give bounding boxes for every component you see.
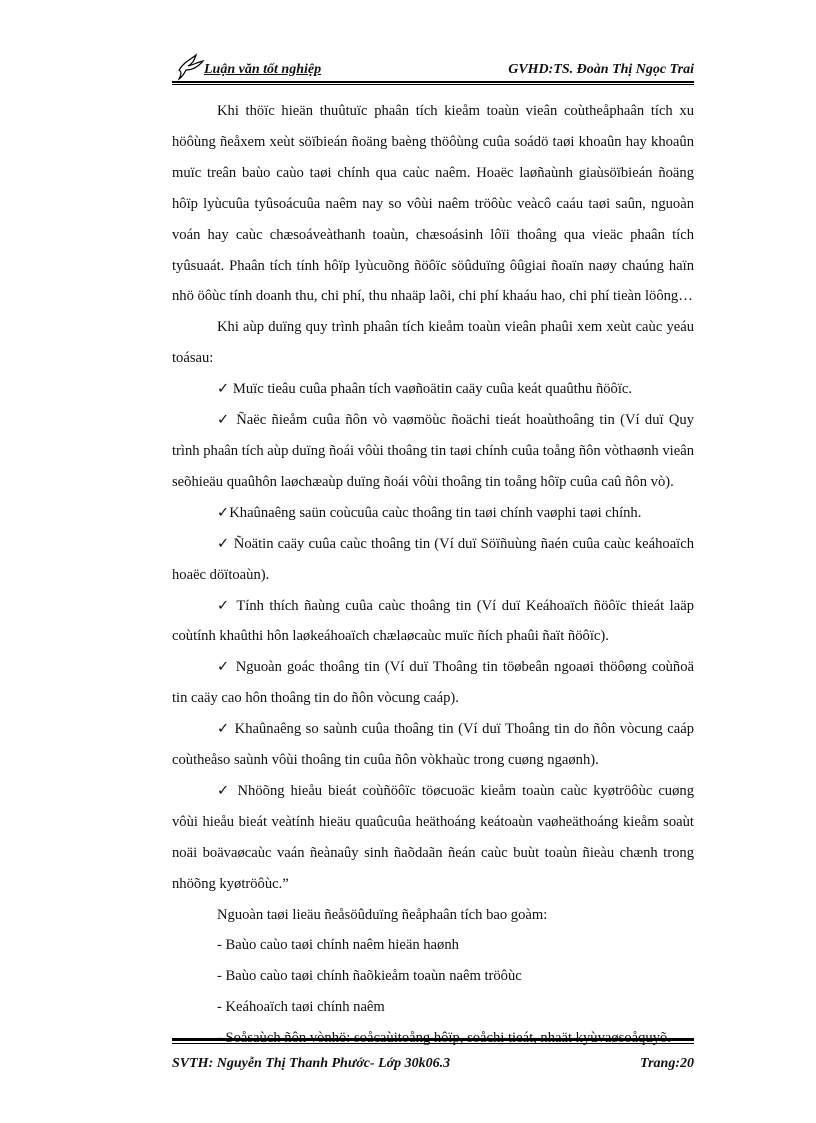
page-value: :20 — [675, 1056, 694, 1071]
student-name: SVTH: Nguyễn Thị Thanh Phước- Lớp 30k06.3 — [172, 1056, 451, 1071]
list-item: - Keáhoaïch taøi chính naêm — [217, 999, 385, 1016]
page-body — [172, 96, 694, 1054]
header-rule-thin — [172, 84, 694, 85]
checklist-item: ✓ Ñoätin caäy cuûa caùc thoâng tin (Ví duï Söïñuùng ñaén cuûa caùc keáhoaïch hoaëc döïtoaùn). — [172, 535, 694, 583]
footer-rule — [172, 1038, 694, 1041]
checklist-item: ✓ Muïc tieâu cuûa phaân tích vaøñoätin caäy cuûa keát quaûthu ñöôïc. — [217, 381, 633, 398]
list-item: - Baùo caùo taøi chính ñaõkieåm toaùn naêm tröôùc — [217, 968, 522, 985]
page-header — [172, 56, 694, 82]
thesis-title: Luận văn tốt nghiệp — [204, 62, 322, 77]
page-label: Trang — [640, 1056, 676, 1071]
dove-logo-icon — [176, 52, 206, 82]
checklist-item: ✓ Tính thích ñaùng cuûa caùc thoâng tin (Ví duï Keáhoaïch ñöôïc thieát laäp coùtính khaûthi hôn laøkeáhoaïch chælaøcaùc muïc ñích phaûi ñaït ñöôïc). — [172, 597, 694, 645]
list-item: - Soåsaùch ñôn vònhö: soåcaùitoång hôïp, soåchi tieát, nhaät kyùvaøsoåquyõ. — [217, 1030, 671, 1047]
checklist-item: ✓ Khaûnaêng so saùnh cuûa thoâng tin (Ví duï Thoâng tin do ñôn vòcung caáp coùtheåso saùnh vôùi thoâng tin cuûa ñôn vòkhaùc trong cuøng ngaønh). — [172, 721, 694, 769]
supervisor-name: GVHD:TS. Đoàn Thị Ngọc Trai — [508, 62, 694, 77]
checklist-item: ✓Khaûnaêng saün coùcuûa caùc thoâng tin taøi chính vaøphi taøi chính. — [217, 504, 642, 521]
footer-rule-thin — [172, 1043, 694, 1044]
checklist-item: ✓ Nguoàn goác thoâng tin (Ví duï Thoâng tin töøbeân ngoaøi thöôøng coùñoä tin caäy cao hôn thoâng tin do ñôn vòcung caáp). — [172, 659, 694, 707]
header-rule — [172, 81, 694, 83]
paragraph: Khi aùp duïng quy trình phaân tích kieåm toaùn vieân phaûi xem xeùt caùc yeáu toásau: — [172, 319, 694, 367]
paragraph: Nguoàn taøi lieäu ñeåsöûduïng ñeåphaân tích bao goàm: — [217, 906, 548, 923]
page-footer — [172, 1056, 694, 1078]
checklist-item: ✓ Nhöõng hieåu bieát coùñöôïc töøcuoäc kieåm toaùn caùc kyøtröôùc cuøng vôùi hieåu bieát veàtính hieäu quaûcuûa heäthoáng keátoaùn vaøheäthoáng kieåm soaùt noäi boävaøcaùc vaán ñeànaûy sinh ñaõdaãn ñeán caùc buùt toaùn ñieàu chænh trong nhöõng kyøtröôùc.” — [172, 782, 694, 892]
list-item: - Baùo caùo taøi chính naêm hieän haønh — [217, 937, 459, 954]
page-number — [640, 1056, 694, 1072]
paragraph: Khi thöïc hieän thuûtuïc phaân tích kieåm toaùn vieân coùtheåphaân tích xu höôùng ñeåxem xeùt söïbieán ñoäng baèng thöôùng cuûa soádö taøi khoaûn hay khoaûn muïc treân baùo caùo taøi chính qua caùc naêm. Hoaëc laøñaùnh giaùsöïbieán ñoäng hôïp lyùcuûa tyûsoácuûa naêm nay so vôùi naêm tröôùc veàcô caáu taøi saûn, nguoàn voán hay caùc chæsoáveàthanh toaùn, chæsoásinh lôïi thoâng qua vieäc phaân tích tyûsuaát. Phaân tích tính hôïp lyùcuõng ñöôïc söûduïng ôûgiai ñoaïn naøy chaúng haïn nhö öôùc tính doanh thu, chi phí, thu nhaäp laõi, chi phí khaáu hao, chi phí tieàn löông… — [172, 103, 694, 305]
checklist-item: ✓ Ñaëc ñieåm cuûa ñôn vò vaømöùc ñoächi tieát hoaùthoâng tin (Ví duï Quy trình phaân tích aùp duïng ñoái vôùi thoâng tin taøi chính cuûa toång ñôn vòthaønh vieân seõhieäu quaûhôn laøchæaùp duïng ñoái vôùi thoâng tin toång hôïp cuûa caû ñôn vò). — [172, 412, 694, 490]
